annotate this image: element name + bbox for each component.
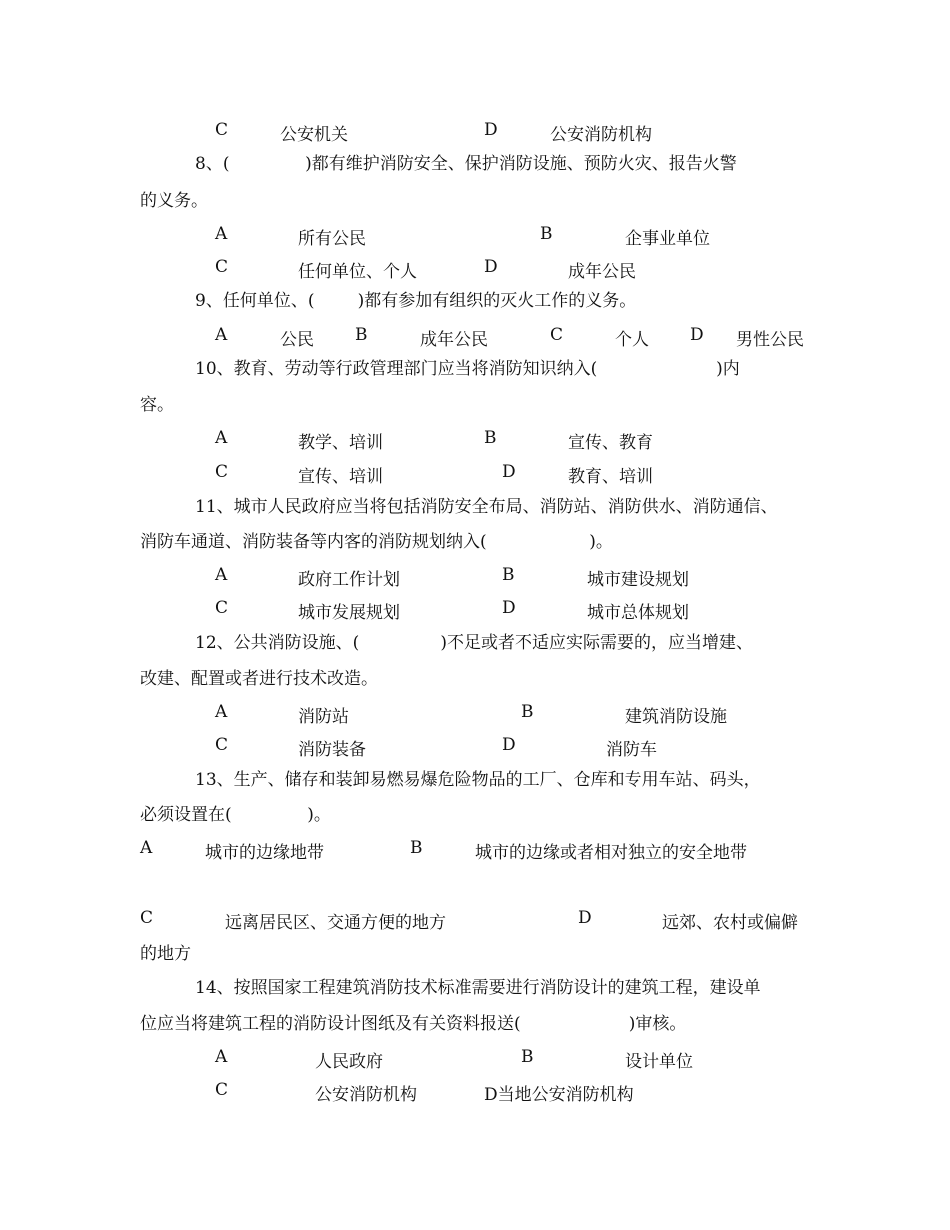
- option-text: 宣传、培训: [298, 467, 383, 487]
- option-text: 远郊、农村或偏僻: [662, 913, 798, 933]
- option-label: D: [484, 120, 498, 140]
- option-label: B: [484, 428, 497, 448]
- question-8: 8、( )都有维护消防安全、保护消防设施、预防火灾、报告火警: [195, 154, 737, 174]
- option-label: C: [550, 325, 564, 345]
- option-label: B: [521, 702, 534, 722]
- option-text: 城市建设规划: [587, 570, 689, 590]
- option-text: 所有公民: [298, 229, 366, 249]
- option-text: 宣传、教育: [568, 433, 653, 453]
- option-text: 城市总体规划: [587, 603, 689, 623]
- option-text: 城市的边缘或者相对独立的安全地带: [475, 843, 747, 863]
- question-11-continued: 消防车通道、消防装备等内客的消防规划纳入( )。: [140, 532, 613, 552]
- option-text: 建筑消防设施: [625, 707, 727, 727]
- option-text: 公民: [280, 330, 314, 350]
- question-12-continued: 改建、配置或者进行技术改造。: [140, 669, 378, 689]
- option-label: D: [578, 908, 592, 928]
- option-text: 成年公民: [568, 262, 636, 282]
- option-text: 教学、培训: [298, 433, 383, 453]
- option-label: A: [215, 565, 228, 585]
- question-8-continued: 的义务。: [140, 191, 208, 211]
- option-text: 公安消防机构: [550, 125, 652, 145]
- option-label: C: [215, 735, 229, 755]
- option-label: D: [690, 325, 704, 345]
- option-text: 城市发展规划: [298, 603, 400, 623]
- question-13: 13、生产、储存和装卸易燃易爆危险物品的工厂、仓库和专用车站、码头，: [195, 770, 761, 790]
- question-14-continued: 位应当将建筑工程的消防设计图纸及有关资料报送( )审核。: [140, 1014, 687, 1034]
- option-text: 消防车: [606, 740, 657, 760]
- option-label: A: [140, 838, 153, 858]
- option-text: 远离居民区、交通方便的地方: [225, 913, 446, 933]
- option-label: B: [355, 325, 368, 345]
- option-label: D: [502, 462, 516, 482]
- option-text: 公安消防机构: [315, 1085, 417, 1105]
- question-12: 12、公共消防设施、( )不足或者不适应实际需要的，应当增建、: [195, 633, 753, 653]
- option-text: 政府工作计划: [298, 570, 400, 590]
- option-text: 男性公民: [736, 330, 804, 350]
- question-11: 11、城市人民政府应当将包括消防安全布局、消防站、消防供水、消防通信、: [195, 497, 778, 517]
- option-text: 教育、培训: [568, 467, 653, 487]
- question-13-continued: 必须设置在( )。: [140, 805, 331, 825]
- option-text: 任何单位、个人: [298, 262, 417, 282]
- option-text: 消防站: [298, 707, 349, 727]
- option-label: A: [215, 1047, 228, 1067]
- option-label: B: [521, 1047, 534, 1067]
- question-10-continued: 容。: [140, 395, 174, 415]
- option-label: D: [484, 257, 498, 277]
- option-text-continued: 的地方: [140, 944, 191, 964]
- option-text: 成年公民: [420, 330, 488, 350]
- option-text: 企事业单位: [625, 229, 710, 249]
- question-14: 14、按照国家工程建筑消防技术标准需要进行消防设计的建筑工程，建设单: [195, 978, 761, 998]
- option-label: A: [215, 325, 228, 345]
- option-text: 消防装备: [298, 740, 366, 760]
- option-label: D: [502, 735, 516, 755]
- question-10: 10、教育、劳动等行政管理部门应当将消防知识纳入( )内: [195, 359, 740, 379]
- option-label: B: [502, 565, 515, 585]
- option-label: C: [215, 1080, 229, 1100]
- option-label: B: [540, 224, 553, 244]
- option-label: A: [215, 428, 228, 448]
- option-text: 城市的边缘地带: [205, 843, 324, 863]
- option-label: C: [215, 598, 229, 618]
- option-label: D: [502, 598, 516, 618]
- option-text: 个人: [615, 330, 649, 350]
- option-text: 公安机关: [280, 125, 348, 145]
- option-label: C: [215, 462, 229, 482]
- option-label: B: [410, 838, 423, 858]
- option-text: 设计单位: [625, 1052, 693, 1072]
- option-label: C: [215, 120, 229, 140]
- option-text: D当地公安消防机构: [484, 1085, 634, 1105]
- question-9: 9、任何单位、( )都有参加有组织的灭火工作的义务。: [195, 291, 637, 311]
- option-label: C: [215, 257, 229, 277]
- option-label: A: [215, 702, 228, 722]
- option-label: C: [140, 908, 154, 928]
- option-text: 人民政府: [315, 1052, 383, 1072]
- option-label: A: [215, 224, 228, 244]
